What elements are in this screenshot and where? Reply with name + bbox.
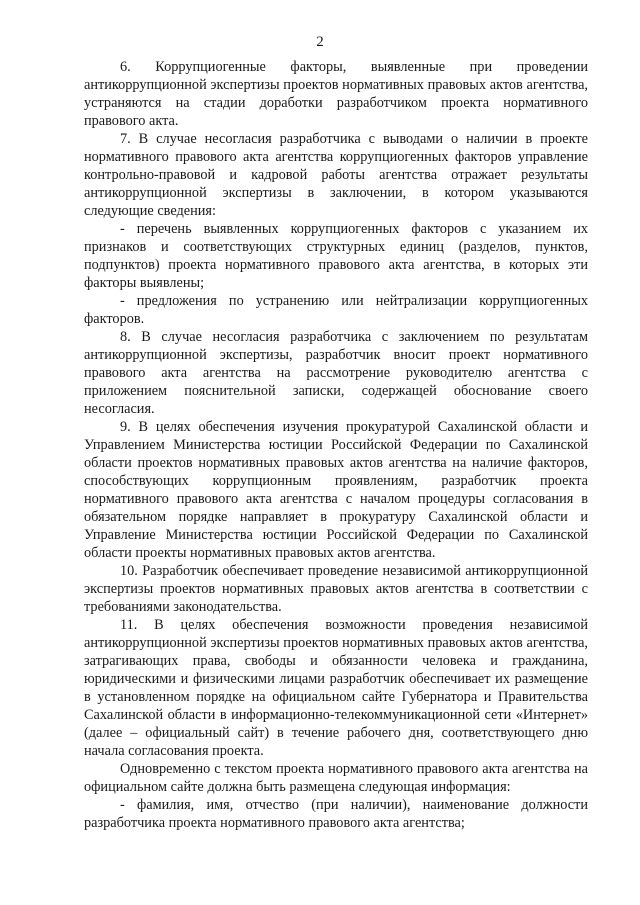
paragraph-10: 10. Разработчик обеспечивает проведение независимой антикоррупционной экспертизы проектов нормативных правовых актов агентства в соответствии с требованиями законодательства. [84,563,588,615]
list-item: - предложения по устранению или нейтрализации коррупциогенных факторов. [84,293,588,327]
paragraph-6: 6. Коррупциогенные факторы, выявленные при проведении антикоррупционной экспертизы проектов нормативных правовых актов агентства, устраняются на стадии доработки разработчиком проекта нормативного правового акта. [84,59,588,129]
page-number: 2 [316,34,324,50]
document-body [84,58,588,832]
paragraph-7: 7. В случае несогласия разработчика с выводами о наличии в проекте нормативного правового акта агентства коррупциогенных факторов управление контрольно-правовой и кадровой работы агентства отражает результаты антикоррупционной экспертизы в заключении, в котором указываются следующие сведения: [84,131,588,219]
paragraph-9: 9. В целях обеспечения изучения прокуратурой Сахалинской области и Управлением Министерства юстиции Российской Федерации по Сахалинской области проектов нормативных правовых актов агентства на наличие факторов, способствующих коррупционным проявлениям, разработчик проекта нормативного правового акта агентства с началом процедуры согласования в обязательном порядке направляет в прокуратуру Сахалинской области и Управление Министерства юстиции Российской Федерации по Сахалинской области проекты нормативных правовых актов агентства. [84,419,588,561]
paragraph-8: 8. В случае несогласия разработчика с заключением по результатам антикоррупционной экспертизы, разработчик вносит проект нормативного правового акта агентства на рассмотрение руководителю агентства с приложением пояснительной записки, содержащей обоснование своего несогласия. [84,329,588,417]
list-item: - перечень выявленных коррупциогенных факторов с указанием их признаков и соответствующих структурных единиц (разделов, пунктов, подпунктов) проекта нормативного правового акта агентства, в которых эти факторы выявлены; [84,221,588,291]
paragraph-additional: Одновременно с текстом проекта нормативного правового акта агентства на официальном сайте должна быть размещена следующая информация: [84,761,588,795]
paragraph-11: 11. В целях обеспечения возможности проведения независимой антикоррупционной экспертизы проектов нормативных правовых актов агентства, затрагивающих права, свободы и обязанности человека и гражданина, юридическими и физическими лицами разработчик обеспечивает их размещение в установленном порядке на официальном сайте Губернатора и Правительства Сахалинской области в информационно-телекоммуникационной сети «Интернет» (далее – официальный сайт) в течение рабочего дня, соответствующего дню начала согласования проекта. [84,617,588,759]
list-item: - фамилия, имя, отчество (при наличии), наименование должности разработчика проекта нормативного правового акта агентства; [84,797,588,831]
